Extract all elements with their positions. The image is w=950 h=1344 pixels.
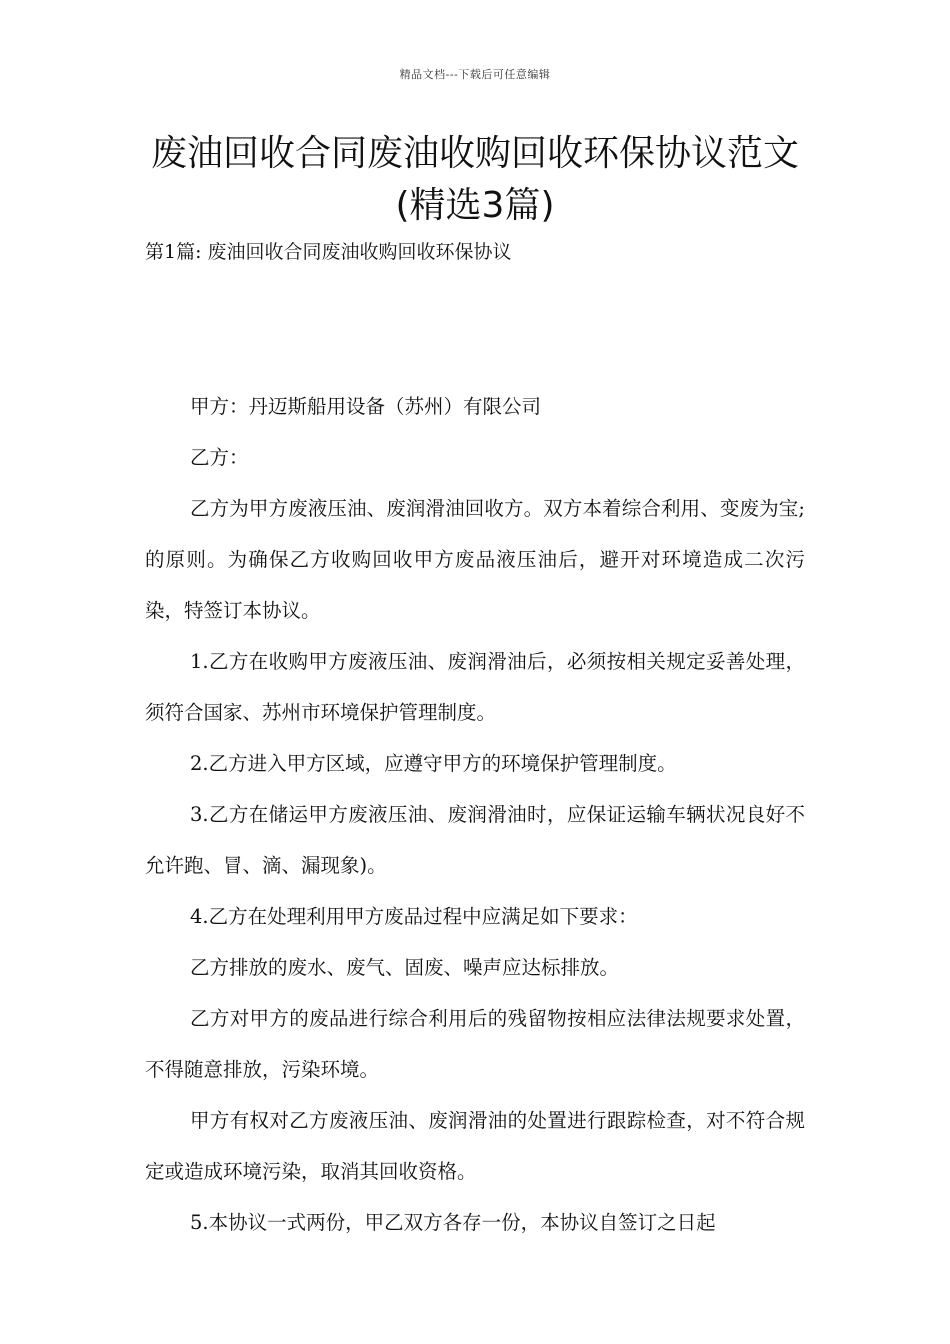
header-note: 精品文档---下载后可任意编辑 xyxy=(399,68,551,81)
document-body xyxy=(145,381,805,1248)
paragraph-clause-1: 1.乙方在收购甲方废液压油、废润滑油后，必须按相关规定妥善处理，须符合国家、苏州市环境保护管理制度。 xyxy=(145,650,805,724)
paragraph-clause-4: 4.乙方在处理利用甲方废品过程中应满足如下要求： xyxy=(190,905,638,928)
paragraph-requirement-1: 乙方排放的废水、废气、固废、噪声应达标排放。 xyxy=(190,956,620,979)
document-title: 废油回收合同废油收购回收环保协议范文(精选3篇) xyxy=(150,133,799,226)
paragraph-clause-5: 5.本协议一式两份，甲乙双方各存一份，本协议自签订之日起 xyxy=(190,1211,716,1234)
paragraph-inspection: 甲方有权对乙方废液压油、废润滑油的处置进行跟踪检查，对不符合规定或造成环境污染，取消其回收资格。 xyxy=(145,1109,805,1183)
paragraph-requirement-2: 乙方对甲方的废品进行综合利用后的残留物按相应法律法规要求处置，不得随意排放，污染环境。 xyxy=(145,1007,805,1081)
section-heading: 第1篇: 废油回收合同废油收购回收环保协议 xyxy=(145,241,512,263)
paragraph-clause-2: 2.乙方进入甲方区域，应遵守甲方的环境保护管理制度。 xyxy=(190,752,677,775)
paragraph-intro: 乙方为甲方废液压油、废润滑油回收方。双方本着综合利用、变废为宝;的原则。为确保乙方收购回收甲方废品液压油后，避开对环境造成二次污染，特签订本协议。 xyxy=(145,497,805,622)
paragraph-clause-3: 3.乙方在储运甲方废液压油、废润滑油时，应保证运输车辆状况良好不允许跑、冒、滴、漏现象)。 xyxy=(145,803,805,877)
paragraph-party-a: 甲方：丹迈斯船用设备（苏州）有限公司 xyxy=(190,395,542,418)
paragraph-party-b: 乙方： xyxy=(190,446,249,469)
